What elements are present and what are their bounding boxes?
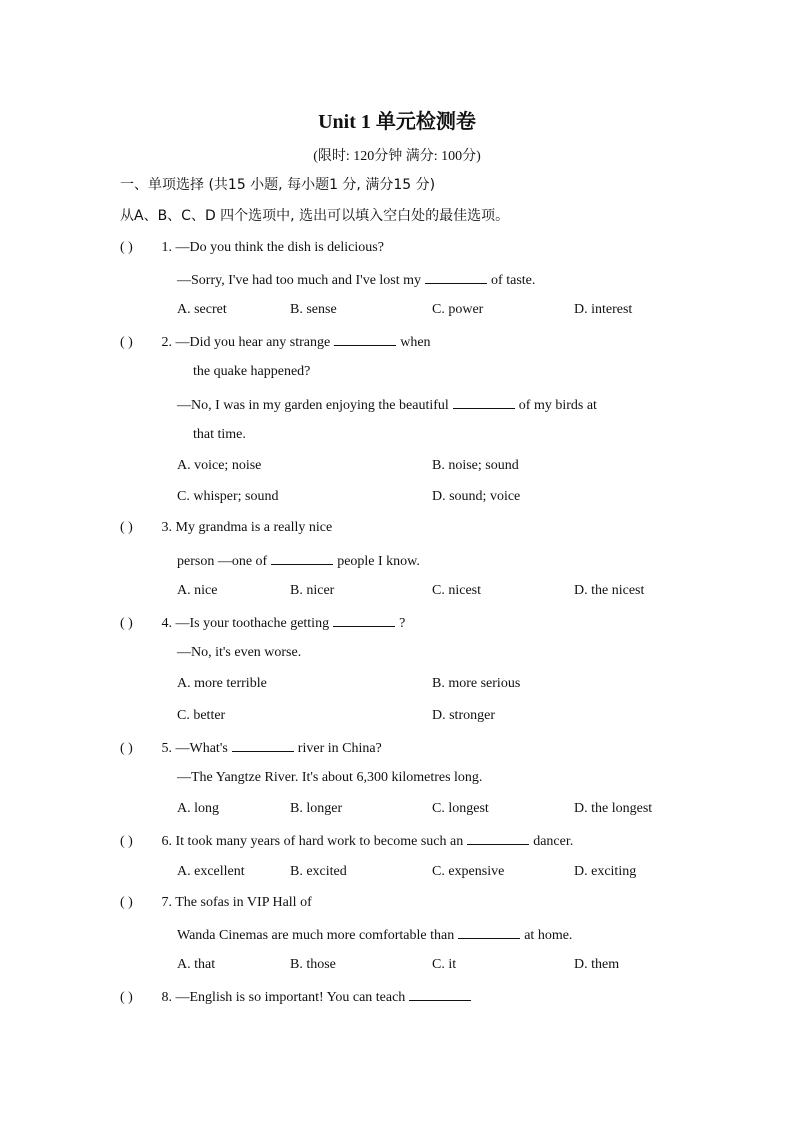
option-d: D. them: [574, 957, 620, 972]
question-2-line-4: that time.: [193, 427, 246, 442]
question-text: —Sorry, I've had too much and I've lost my: [177, 273, 422, 288]
blank-line: [232, 738, 294, 752]
option-a: A. secret: [177, 302, 227, 317]
answer-paren[interactable]: ( ): [120, 741, 133, 756]
option-a: A. nice: [177, 583, 218, 598]
question-text: of my birds at: [518, 398, 597, 413]
option-b: B. more serious: [432, 676, 521, 691]
option-a: A. excellent: [177, 864, 245, 879]
question-text: 7. The sofas in VIP Hall of: [161, 895, 312, 910]
question-text: ?: [399, 616, 406, 631]
option-c: C. whisper; sound: [177, 489, 279, 504]
option-b: B. noise; sound: [432, 458, 519, 473]
option-d: D. exciting: [574, 864, 637, 879]
blank-line: [271, 551, 333, 565]
page-subtitle: (限时: 120分钟 满分: 100分): [313, 149, 481, 164]
question-text: person —one of: [177, 554, 268, 569]
question-text: when: [400, 335, 431, 350]
option-c: C. longest: [432, 801, 489, 816]
blank-line: [458, 925, 520, 939]
option-d: D. the longest: [574, 801, 653, 816]
option-c: C. nicest: [432, 583, 481, 598]
question-text: of taste.: [491, 273, 536, 288]
question-5-line-2: —The Yangtze River. It's about 6,300 kilometres long.: [177, 770, 483, 785]
option-c: C. expensive: [432, 864, 505, 879]
option-c: C. power: [432, 302, 484, 317]
option-b: B. nicer: [290, 583, 335, 598]
blank-line: [425, 270, 487, 284]
question-7: [120, 894, 312, 912]
blank-line: [409, 987, 471, 1001]
answer-paren[interactable]: ( ): [120, 335, 133, 350]
question-4: [120, 613, 405, 633]
question-text: 6. It took many years of hard work to become such an: [161, 834, 464, 849]
option-d: D. stronger: [432, 708, 495, 723]
question-text: Wanda Cinemas are much more comfortable than: [177, 928, 455, 943]
option-a: A. that: [177, 957, 216, 972]
answer-paren[interactable]: ( ): [120, 616, 133, 631]
question-text: 8. —English is so important! You can teach: [161, 990, 406, 1005]
blank-line: [453, 395, 515, 409]
question-2-line-3: [177, 395, 597, 415]
question-1-line-1: 1. —Do you think the dish is delicious?: [161, 240, 384, 255]
option-a: A. more terrible: [177, 676, 267, 691]
question-text: dancer.: [533, 834, 574, 849]
question-1: [120, 239, 384, 257]
question-3-line-2: [177, 551, 420, 571]
question-text: 4. —Is your toothache getting: [161, 616, 330, 631]
option-b: B. longer: [290, 801, 343, 816]
question-4-line-2: —No, it's even worse.: [177, 645, 302, 660]
question-7-line-2: [177, 925, 572, 945]
answer-paren[interactable]: ( ): [120, 520, 133, 535]
section-instruction: 从A、B、C、D 四个选项中, 选出可以填入空白处的最佳选项。: [120, 208, 510, 224]
answer-paren[interactable]: ( ): [120, 990, 133, 1005]
option-d: D. the nicest: [574, 583, 645, 598]
option-b: B. those: [290, 957, 336, 972]
section-heading: 一、单项选择 (共15 小题, 每小题1 分, 满分15 分): [120, 177, 436, 193]
question-text: at home.: [524, 928, 573, 943]
question-text: 2. —Did you hear any strange: [161, 335, 331, 350]
question-text: 3. My grandma is a really nice: [161, 520, 333, 535]
option-a: A. long: [177, 801, 219, 816]
question-8: [120, 987, 475, 1007]
answer-paren[interactable]: ( ): [120, 895, 133, 910]
option-b: B. sense: [290, 302, 337, 317]
option-c: C. it: [432, 957, 457, 972]
option-a: A. voice; noise: [177, 458, 262, 473]
question-text: people I know.: [337, 554, 420, 569]
answer-paren[interactable]: ( ): [120, 240, 133, 255]
question-text: —No, I was in my garden enjoying the beautiful: [177, 398, 449, 413]
question-6: [120, 831, 573, 851]
option-b: B. excited: [290, 864, 347, 879]
blank-line: [333, 613, 395, 627]
page-title: Unit 1 单元检测卷: [318, 111, 476, 133]
blank-line: [334, 332, 396, 346]
question-3: [120, 519, 332, 537]
question-5: [120, 738, 382, 758]
question-text: 5. —What's: [161, 741, 228, 756]
answer-paren[interactable]: ( ): [120, 834, 133, 849]
option-c: C. better: [177, 708, 226, 723]
question-text: river in China?: [297, 741, 382, 756]
option-d: D. interest: [574, 302, 633, 317]
question-1-line-2: [177, 270, 535, 290]
blank-line: [467, 831, 529, 845]
option-d: D. sound; voice: [432, 489, 521, 504]
question-2-line-2: the quake happened?: [193, 364, 311, 379]
question-2: [120, 332, 431, 352]
